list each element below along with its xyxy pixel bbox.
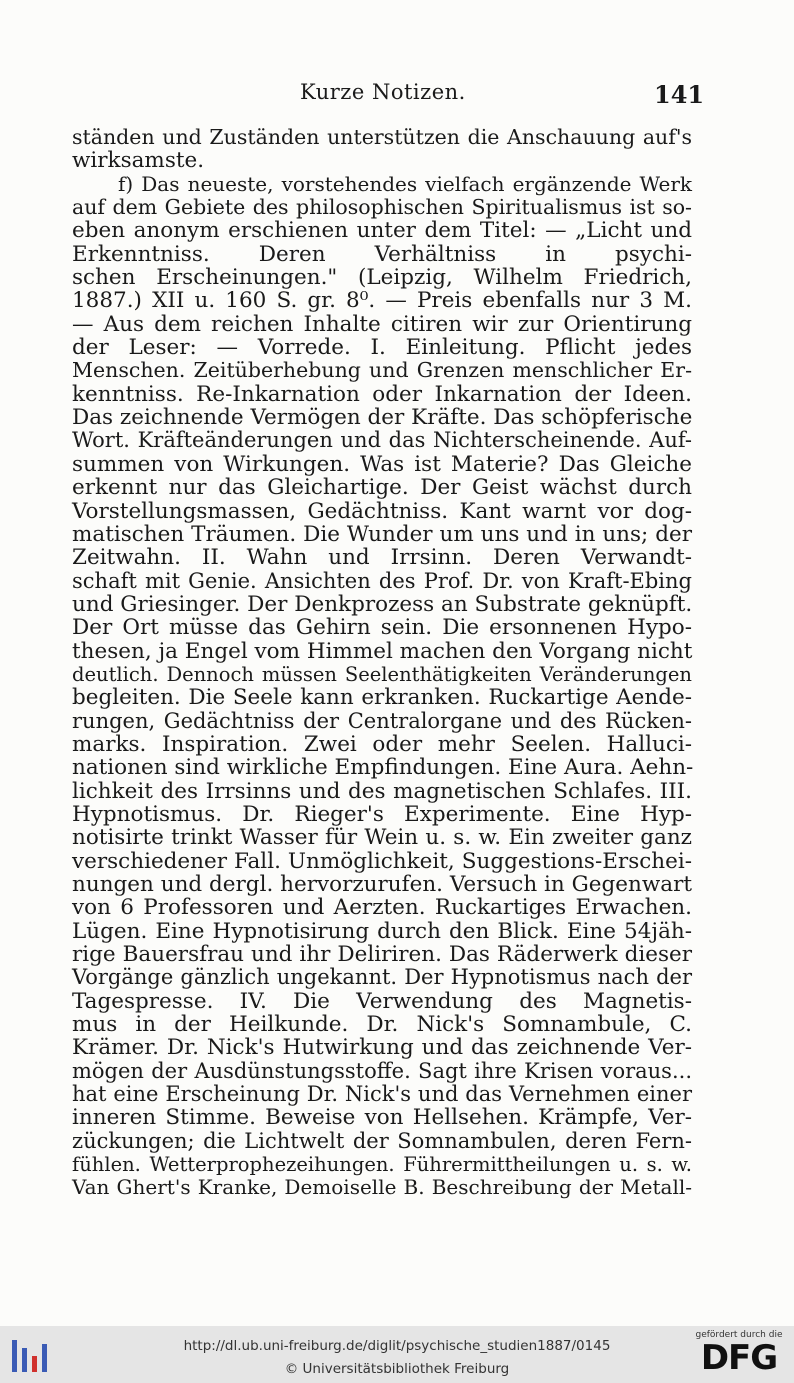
text-line: begleiten. Die Seele kann erkranken. Ruckartige Aende- <box>72 685 692 711</box>
text-line: Lügen. Eine Hypnotisirung durch den Blick. Eine 54jäh- <box>72 918 692 944</box>
text-line: Tagespresse. IV. Die Verwendung des Magnetis- <box>72 988 692 1014</box>
text-line: Erkenntniss. Deren Verhältniss in psychi- <box>72 241 692 267</box>
copyright-notice: © Universitätsbibliothek Freiburg <box>284 1361 510 1377</box>
text-line: matischen Träumen. Die Wunder um uns und in uns; der <box>72 521 692 547</box>
text-line: fühlen. Wetterprophezeihungen. Führermittheilungen u. s. w. <box>72 1153 692 1177</box>
text-line: erkennt nur das Gleichartige. Der Geist wächst durch <box>72 475 692 501</box>
text-line: inneren Stimme. Beweise von Hellsehen. Krämpfe, Ver- <box>72 1105 692 1131</box>
text-line: f) Das neueste, vorstehendes vielfach ergänzende Werk <box>118 171 692 196</box>
text-line: summen von Wirkungen. Was ist Materie? Das Gleiche <box>72 451 692 477</box>
text-line: — Aus dem reichen Inhalte citiren wir zur Orientirung <box>72 311 692 337</box>
page-number: 141 <box>654 80 705 109</box>
text-line: notisirte trinkt Wasser für Wein u. s. w. Ein zweiter ganz <box>72 825 692 851</box>
running-title: Kurze Notizen. <box>300 80 466 104</box>
text-line: 1887.) XII u. 160 S. gr. 8⁰. — Preis ebenfalls nur 3 M. <box>72 288 692 314</box>
text-line: kenntniss. Re-Inkarnation oder Inkarnation der Ideen. <box>72 381 692 407</box>
source-url-link[interactable]: http://dl.ub.uni-freiburg.de/diglit/psychische_studien1887/0145 <box>183 1338 611 1354</box>
text-line: Das zeichnende Vermögen der Kräfte. Das schöpferische <box>72 405 693 431</box>
text-line: nationen sind wirkliche Empfindungen. Eine Aura. Aehn- <box>72 755 694 781</box>
text-line: marks. Inspiration. Zwei oder mehr Seelen. Halluci- <box>72 731 692 757</box>
text-line: zückungen; die Lichtwelt der Somnambulen, deren Fern- <box>72 1128 692 1153</box>
text-line: wirksamste. <box>72 148 205 174</box>
text-line: Vorstellungsmassen, Gedächtniss. Kant warnt vor dog- <box>72 498 692 524</box>
sponsor-label: gefördert durch die <box>695 1330 783 1340</box>
dfg-sponsor <box>694 1330 784 1380</box>
dfg-logo: DFG <box>700 1338 778 1378</box>
text-line: Hypnotismus. Dr. Rieger's Experimente. Eine Hyp- <box>72 801 692 827</box>
text-line: rungen, Gedächtniss der Centralorgane und des Rücken- <box>72 708 692 733</box>
text-line: verschiedener Fall. Unmöglichkeit, Suggestions-Erschei- <box>72 848 692 874</box>
viewer-footer <box>0 1326 794 1383</box>
text-line: deutlich. Dennoch müssen Seelenthätigkeiten Veränderungen <box>72 662 692 686</box>
text-line: und Griesinger. Der Denkprozess an Substrate geknüpft. <box>72 591 693 617</box>
text-line: Zeitwahn. II. Wahn und Irrsinn. Deren Verwandt- <box>72 545 692 571</box>
text-line: rige Bauersfrau und ihr Deliriren. Das Räderwerk dieser <box>72 942 692 968</box>
text-line: nungen und dergl. hervorzurufen. Versuch in Gegenwart <box>72 872 692 897</box>
text-line: Vorgänge gänzlich ungekannt. Der Hypnotismus nach der <box>72 965 692 990</box>
text-line: ständen und Zuständen unterstützen die Anschauung auf's <box>72 125 692 149</box>
text-line: von 6 Professoren und Aerzten. Ruckartiges Erwachen. <box>72 895 692 921</box>
text-line: mögen der Ausdünstungsstoffe. Sagt ihre Krisen voraus... <box>72 1058 692 1083</box>
text-line: lichkeit des Irrsinns und des magnetischen Schlafes. III. <box>72 778 692 804</box>
text-line: Van Ghert's Kranke, Demoiselle B. Beschreibung der Metall- <box>72 1175 692 1200</box>
text-line: hat eine Erscheinung Dr. Nick's und das Vernehmen einer <box>72 1082 692 1107</box>
text-line: schaft mit Genie. Ansichten des Prof. Dr. von Kraft-Ebing <box>72 568 692 593</box>
body-text <box>72 126 692 1200</box>
text-line: Der Ort müsse das Gehirn sein. Die ersonnenen Hypo- <box>72 615 692 641</box>
text-line: Menschen. Zeitüberhebung und Grenzen menschlicher Er- <box>72 358 692 383</box>
text-line: thesen, ja Engel vom Himmel machen den Vorgang nicht <box>72 638 693 664</box>
text-line: auf dem Gebiete des philosophischen Spiritualismus ist so- <box>72 195 692 220</box>
text-line: eben anonym erschienen unter dem Titel: — „Licht und <box>72 218 692 244</box>
text-line: schen Erscheinungen." (Leipzig, Wilhelm Friedrich, <box>72 265 692 291</box>
text-line: mus in der Heilkunde. Dr. Nick's Somnambule, C. <box>72 1012 692 1038</box>
text-line: Krämer. Dr. Nick's Hutwirkung und das zeichnende Ver- <box>72 1035 692 1061</box>
text-line: der Leser: — Vorrede. I. Einleitung. Pflicht jedes <box>72 335 692 361</box>
text-line: Wort. Kräfteänderungen und das Nichterscheinende. Auf- <box>72 428 692 453</box>
